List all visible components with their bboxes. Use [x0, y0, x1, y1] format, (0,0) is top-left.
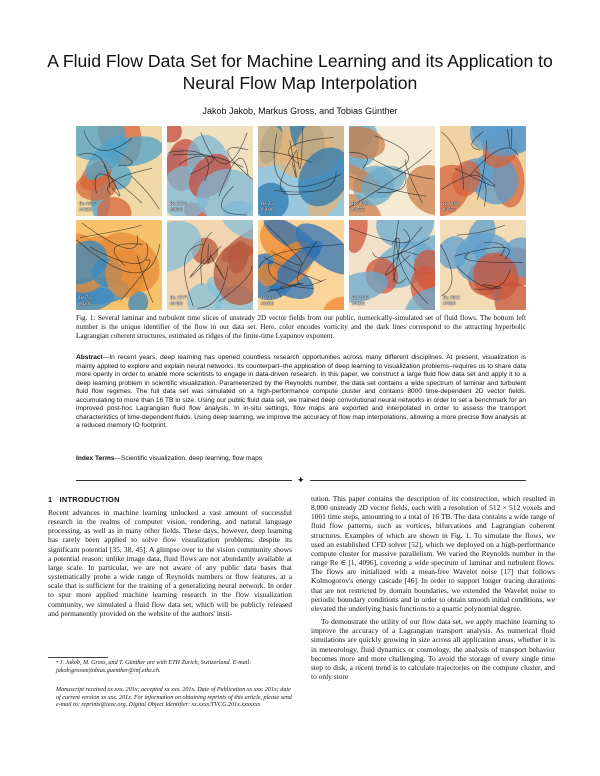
index-terms-text: —Scientific visualization, deep learning, flow maps	[114, 455, 263, 462]
reynolds-number: Re 48.8	[352, 202, 368, 207]
divider-line-left	[76, 480, 292, 481]
reynolds-number: Re 1014	[443, 202, 460, 207]
flow-tile	[258, 126, 344, 216]
flow-tile-label	[261, 202, 274, 213]
flow-tile	[76, 220, 162, 310]
right-column	[311, 494, 555, 681]
flow-identifier: #4400	[170, 301, 183, 307]
flow-tile	[440, 126, 526, 216]
flow-identifier: #7800	[443, 301, 456, 307]
flow-identifier: #0200	[79, 301, 92, 307]
intro-paragraph-1: Recent advances in machine learning unlocked a vast amount of successful research in the realms of computer vision, rendering, and natural language processing, as well as in many other fields. These days, however, deep learning has rarely been applied to solve flow visualization problems, despite its significant potential [35, 38, 45]. A glimpse over to the vision community shows a potential reason: unlike image data, fluid flows are not abundantly available at large scale. In particular, we are not aware of any public data bases that systematically probe a wide range of Reynolds numbers or flow features, at a scale that is sufficient for the training of a generalizing neural network. In order to spur more applied machine learning research in the flow visualization community, we simulated a fluid flow data set, which will be publicly released and permanently provided on the website of the authors' insti-	[48, 508, 292, 618]
index-terms	[76, 455, 526, 462]
section-heading	[48, 495, 120, 504]
flow-tile	[167, 220, 253, 310]
reynolds-number: Re 1577	[170, 296, 187, 301]
flow-tile	[440, 220, 526, 310]
flow-identifier: #4600	[79, 207, 92, 213]
intro-paragraph-3: To demonstrate the utility of our flow data set, we apply machine learning to improve the accuracy of a Lagrangian transport analysis. As numerical fluid simulations are quickly growing in size across all application areas, whether it is in meteorology, fluid dynamics or cosmology, the analysis of transport behavior becomes more and more challenging. To avoid the storage of every single time step to disk, a recent trend is to calculate trajectories on the compute cluster, and to only store	[311, 617, 555, 681]
flow-tile	[76, 126, 162, 216]
flow-tile-label	[170, 296, 187, 307]
flow-tile-label	[261, 296, 274, 307]
divider-line-right	[310, 480, 526, 481]
section-title: INTRODUCTION	[59, 495, 120, 504]
flow-tile	[349, 220, 435, 310]
flow-identifier: #4975	[443, 207, 456, 213]
flow-tile-label	[443, 296, 460, 307]
flow-identifier: #4555	[352, 207, 365, 213]
abstract-label: Abstract	[76, 354, 103, 361]
author-list: Jakob Jakob, Markus Gross, and Tobias Günther	[202, 106, 398, 116]
flow-tile-label	[443, 202, 460, 213]
flow-tile-label	[79, 202, 97, 213]
section-number: 1	[48, 495, 53, 504]
section-divider	[76, 476, 526, 484]
flow-identifier: #4000	[261, 207, 274, 213]
flow-tile-label	[352, 202, 368, 213]
flow-tile	[349, 126, 435, 216]
author-footnote: • J. Jakob, M. Gross, and T. Günther are with ETH Zurich, Switzerland. E-mail: jakob|grossm|tobias.guenther@inf.ethz.ch.	[56, 660, 252, 674]
abstract	[76, 354, 526, 431]
flow-tile-label	[79, 296, 92, 307]
flow-tile-label	[352, 296, 369, 307]
flow-identifier: #4870	[170, 207, 183, 213]
flow-tile	[258, 220, 344, 310]
flow-identifier: #4600	[352, 301, 365, 307]
flow-tile-label	[170, 202, 187, 213]
manuscript-note: Manuscript received xx xxx. 201x; accepted xx xxx. 201x. Date of Publication xx xxx. 201x; date of current version xx xxx. 201x. For information on obtaining reprints of this article, please send e-mail to: reprints@ieee.org. Digital Object Identifier: xx.xxxx/TVCG.201x.xxxxxxx	[56, 687, 292, 709]
reynolds-number: Re 3.6	[261, 296, 275, 301]
reynolds-number: Re 7.6	[79, 296, 93, 301]
flow-tile	[167, 126, 253, 216]
divider-diamond-icon: ✦	[297, 475, 305, 485]
reynolds-number: Re 2.3	[261, 202, 275, 207]
reynolds-number: Re 2142	[352, 296, 369, 301]
footnote-rule	[48, 657, 108, 658]
left-column	[48, 508, 292, 618]
index-terms-label: Index Terms	[76, 455, 115, 462]
teaser-figure	[76, 126, 526, 310]
figure-caption: Fig. 1: Several laminar and turbulent time slices of unsteady 2D vector fields from our public, numerically-simulated set of fluid flows. The bottom left number is the unique identifier of the flow in our data set. Here, color encodes vorticity and the dark lines correspond to the attracting hyperbolic Lagrangian coherent structures, estimated as ridges of the finite-time Lyapunov exponent.	[76, 314, 526, 341]
reynolds-number: Re 445.7	[79, 202, 98, 207]
reynolds-number: Re 2174	[170, 202, 187, 207]
abstract-text: —In recent years, deep learning has opened countless research opportunities across many different disciplines. At present, visualization is mainly applied to explore and explain neural networks. Its counterpart–the application of deep learning to visualization problems–requires us to share data more openly in order to enable more scientists to engage in data-driven research. In this paper, we construct a large fluid flow data set and apply it to a deep learning problem in scientific visualization. Parameterized by the Reynolds number, the data set contains a wide spectrum of laminar and turbulent fluid flow regimes. The full data set was simulated on a high-performance compute cluster and contains 8000 time-dependent 2D vector fields, accumulating to more than 16 TB in size. Using our public fluid data set, we trained deep convolutional neural networks in order to set a benchmark for an improved post-hoc Lagrangian fluid flow analysis. In in-situ settings, flow maps are exported and interpolated in order to assess the transport characteristics of time-dependent fluids. Using deep learning, we improve the accuracy of flow map interpolations, allowing a more precise flow analysis at a reduced memory IO footprint.	[76, 354, 526, 430]
intro-paragraph-2: tution. This paper contains the description of its construction, which resulted in 8,000 unsteady 2D vector fields, each with a resolution of 512 × 512 voxels and 1001 time steps, amounting to a total of 16 TB. The data contains a wide range of fluid flow patterns, such as vortices, bifurcations and Lagrangian coherent structures. Examples of which are shown in Fig. 1. To simulate the flows, we used an established CFD solver [52], which we deployed on a high-performance compute cluster for massive parallelism. We varied the Reynolds number in the range Re ∈ [1, 4096], covering a wide spectrum of laminar and turbulent flows. The flows are initialized with a mean-free Wavelet noise [17] that follows Kolmogorov's energy cascade [46]. In order to support longer tracing durations that are not restricted by domain boundaries, we extended the Wavelet noise to periodic boundary conditions and in order to obtain smooth initial conditions, we elevated the underlying basis functions to a quartic polynomial degree.	[311, 494, 555, 613]
paper-title: A Fluid Flow Data Set for Machine Learning and its Application to Neural Flow Map Interpolation	[47, 51, 553, 93]
reynolds-number: Re 2852	[443, 296, 460, 301]
flow-identifier: #2000	[261, 301, 274, 307]
